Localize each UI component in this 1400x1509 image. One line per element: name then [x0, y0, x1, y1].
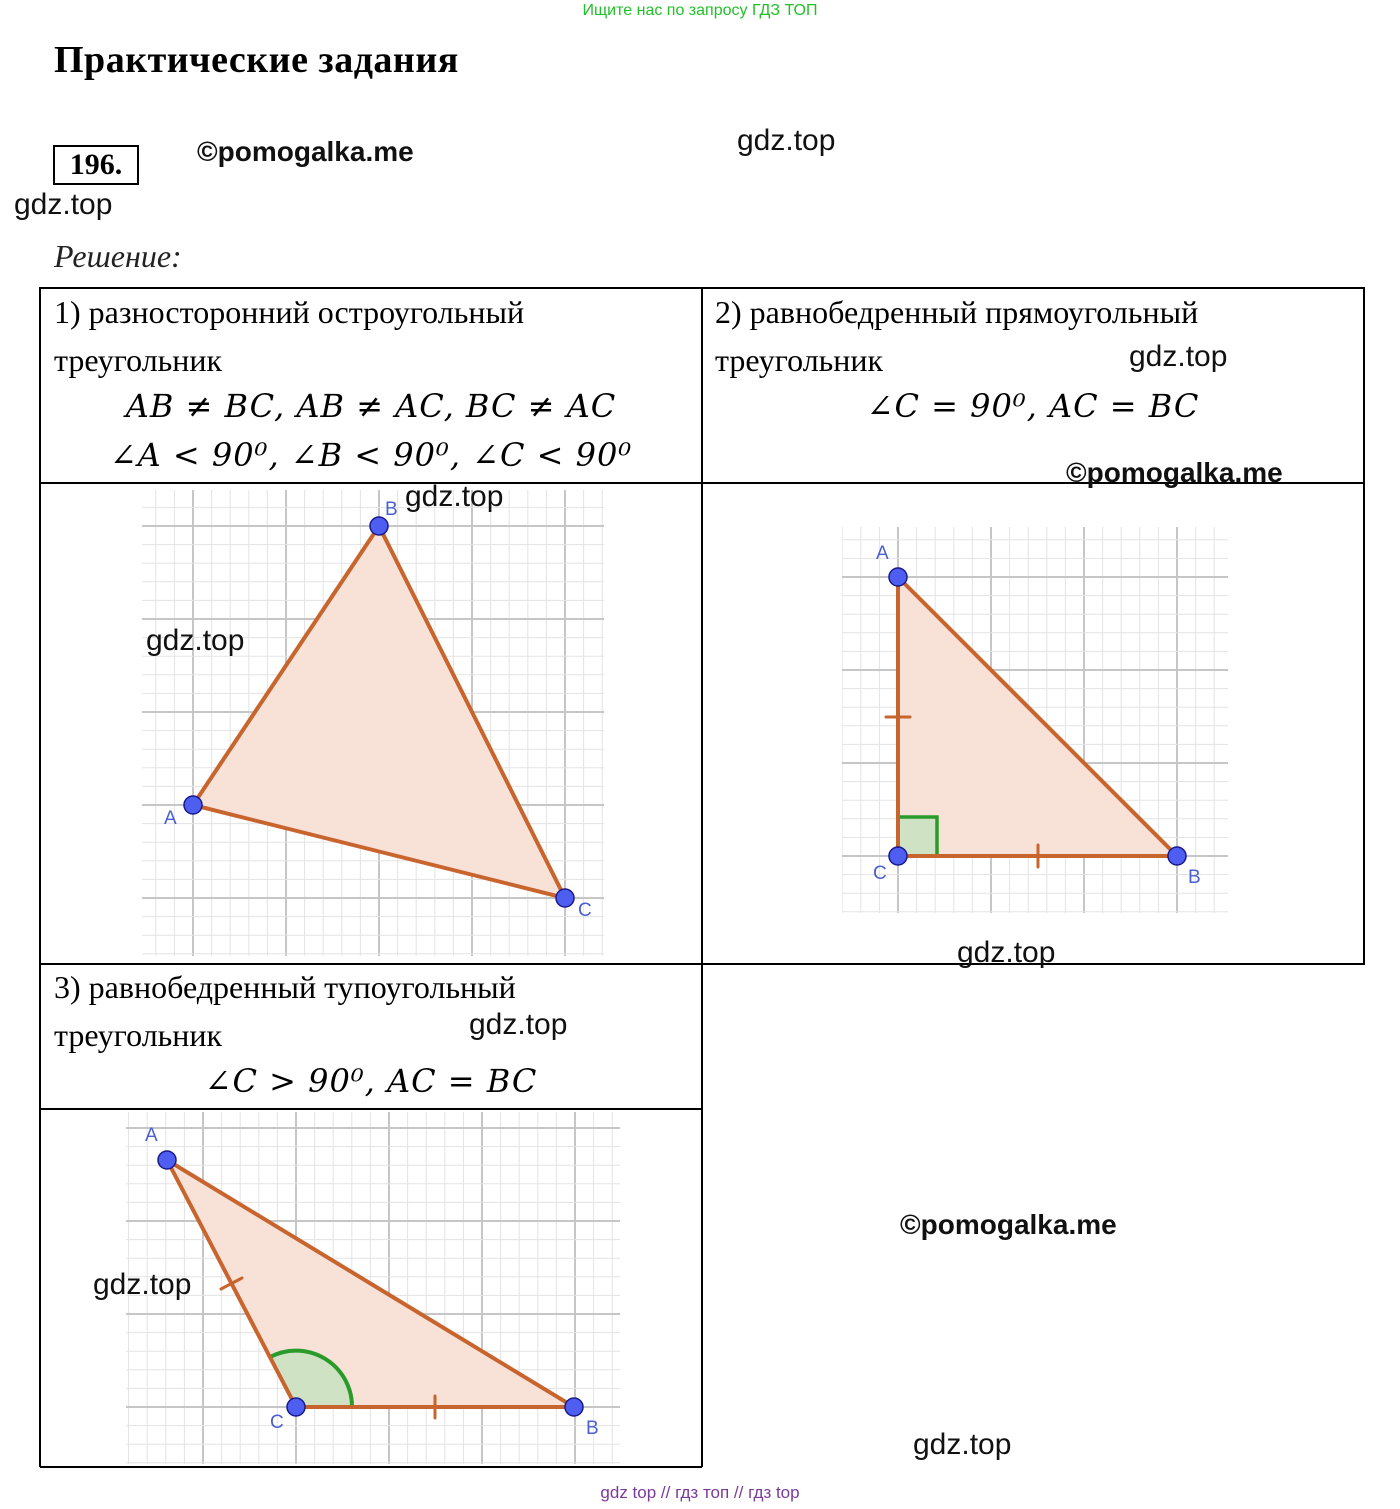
cell2-title: 2) равнобедренный прямоугольный	[715, 294, 1199, 330]
watermark-pomogalka: ©pomogalka.me	[900, 1209, 1117, 1240]
watermark-gdz: gdz.top	[957, 936, 1056, 969]
top-banner: Ищите нас по запросу ГДЗ ТОП	[582, 2, 818, 19]
page-title: Практические задания	[54, 39, 459, 81]
cell1-title: 1) разносторонний остроугольный	[54, 294, 525, 330]
watermark-pomogalka: ©pomogalka.me	[1066, 457, 1283, 488]
cell2-formula: ∠C = 90⁰, AC = BC	[866, 387, 1200, 425]
task-number: 196.	[53, 145, 139, 185]
point-c	[556, 889, 574, 907]
point-a	[889, 568, 907, 586]
point-c	[287, 1398, 305, 1416]
point-a	[158, 1151, 176, 1169]
watermark-pomogalka: ©pomogalka.me	[197, 136, 414, 167]
point-c	[889, 847, 907, 865]
cell3-title: 3) равнобедренный тупоугольный	[54, 969, 516, 1005]
label-a: A	[145, 1125, 158, 1146]
label-c: C	[270, 1412, 284, 1433]
cell3-subtitle: треугольник	[54, 1017, 223, 1053]
cell1-subtitle: треугольник	[54, 342, 223, 378]
cell3-formula: ∠C > 90⁰, AC = BC	[204, 1062, 538, 1100]
watermark-gdz: gdz.top	[405, 480, 504, 513]
label-b: B	[586, 1418, 599, 1439]
point-b	[1168, 847, 1186, 865]
label-c: C	[873, 863, 887, 884]
label-a: A	[876, 543, 889, 564]
watermark-gdz: gdz.top	[737, 124, 836, 157]
cell2-subtitle: треугольник	[715, 342, 884, 378]
label-c: C	[578, 900, 592, 921]
watermark-gdz: gdz.top	[93, 1268, 192, 1301]
cell1-formula-angles: ∠A < 90⁰, ∠B < 90⁰, ∠C < 90⁰	[109, 436, 633, 474]
watermark-gdz: gdz.top	[14, 188, 113, 221]
watermark-gdz: gdz.top	[469, 1008, 568, 1041]
label-a: A	[164, 808, 177, 829]
point-b	[565, 1398, 583, 1416]
cell1-formula-sides: AB ≠ BC, AB ≠ AC, BC ≠ AC	[125, 387, 617, 425]
point-a	[184, 796, 202, 814]
watermark-gdz: gdz.top	[913, 1428, 1012, 1461]
watermark-gdz: gdz.top	[146, 624, 245, 657]
figure-scalene-acute	[142, 490, 604, 956]
figure-isosceles-obtuse	[126, 1112, 620, 1464]
label-b: B	[1188, 867, 1201, 888]
figure-isosceles-right	[842, 527, 1228, 913]
label-b: B	[385, 499, 398, 520]
footer-links: gdz top // гдз топ // гдз top	[600, 1483, 800, 1502]
solution-label: Решение:	[54, 238, 182, 274]
watermark-gdz: gdz.top	[1129, 340, 1228, 373]
